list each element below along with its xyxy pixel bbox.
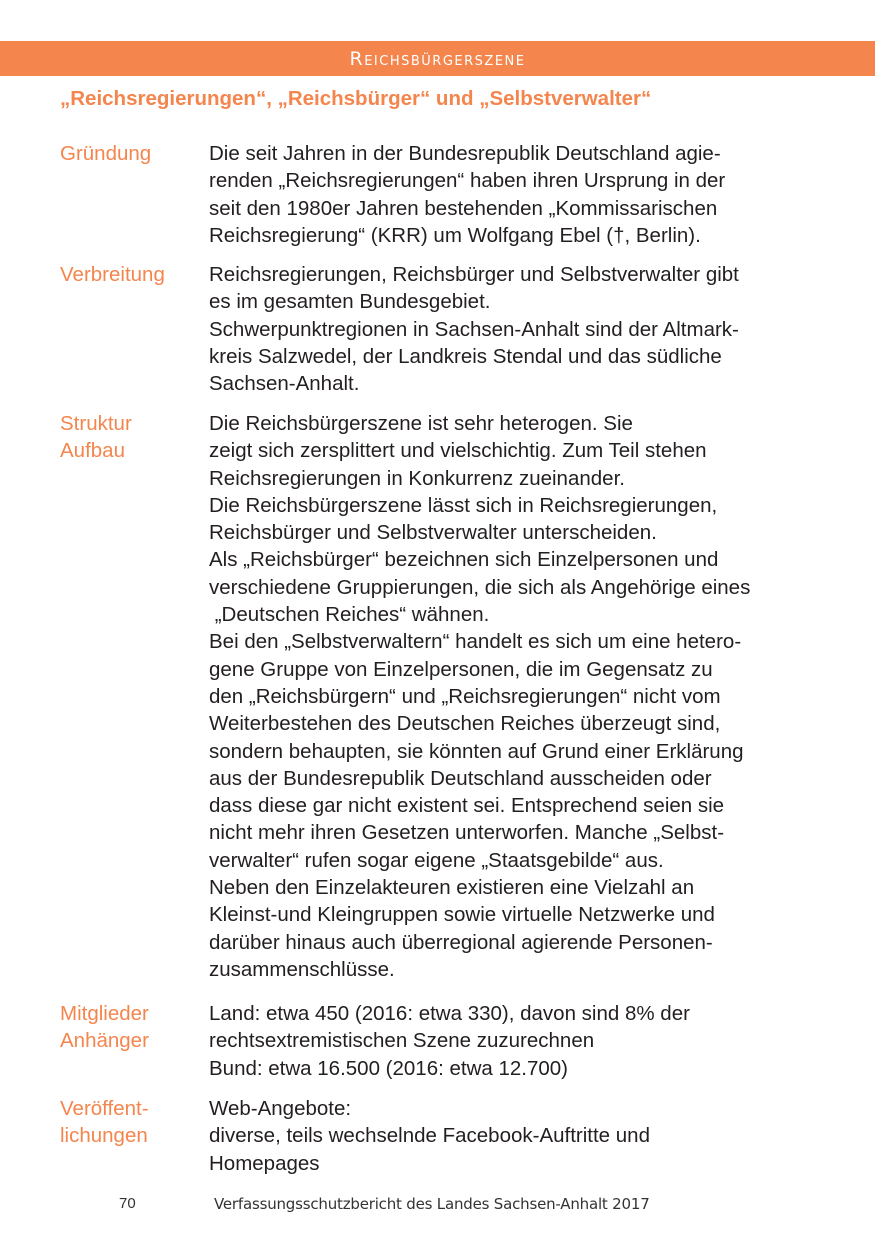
text-line: Weiterbestehen des Deutschen Reiches überzeugt sind, [209, 712, 721, 736]
text-line: aus der Bundesrepublik Deutschland ausscheiden oder [209, 766, 712, 790]
row-label: Struktur Aufbau [60, 412, 132, 463]
text-line: dass diese gar nicht existent sei. Entsprechend seien sie [209, 794, 725, 818]
text-line: zeigt sich zersplittert und vielschichtig. Zum Teil stehen [209, 439, 707, 463]
text-line: Reichsregierungen in Konkurrenz zueinander. [209, 466, 625, 490]
text-line: gene Gruppe von Einzelpersonen, die im Gegensatz zu [209, 657, 713, 681]
text-line: Reichsregierung“ (KRR) um Wolfgang Ebel (†, Berlin). [209, 223, 701, 247]
publication-title: Verfassungsschutzbericht des Landes Sachsen-Anhalt 2017 [214, 1195, 650, 1213]
text-line: Neben den Einzelakteuren existieren eine Vielzahl an [209, 876, 695, 900]
row-body [209, 140, 849, 249]
text-line: „Deutschen Reiches“ wähnen. [209, 603, 490, 627]
row-label: Mitglieder Anhänger [60, 1002, 149, 1053]
text-line: Reichsregierungen, Reichsbürger und Selbstverwalter gibt [209, 263, 739, 286]
text-line: Sachsen-Anhalt. [209, 372, 360, 396]
text-line: sondern behaupten, sie könnten auf Grund einer Erklärung [209, 739, 744, 763]
text-line: diverse, teils wechselnde Facebook-Auftritte und [209, 1124, 650, 1148]
row-body [209, 261, 849, 397]
page-number: 70 [119, 1195, 136, 1212]
text-line: renden „Reichsregierungen“ haben ihren Ursprung in der [209, 169, 726, 193]
text-line: es im gesamten Bundesgebiet. [209, 290, 491, 314]
text-line: verwalter“ rufen sogar eigene „Staatsgebilde“ aus. [209, 848, 664, 872]
text-line: Web-Angebote: [209, 1097, 352, 1120]
text-line: Die Reichsbürgerszene ist sehr heterogen. Sie [209, 412, 633, 435]
text-line: Die seit Jahren in der Bundesrepublik Deutschland agie- [209, 142, 721, 165]
text-line: darüber hinaus auch überregional agierende Personen- [209, 930, 713, 954]
text-line: zusammenschlüsse. [209, 957, 395, 981]
text-line: Reichsbürger und Selbstverwalter unterscheiden. [209, 521, 657, 545]
row-body [209, 410, 849, 983]
text-line: nicht mehr ihren Gesetzen unterworfen. Manche „Selbst- [209, 821, 725, 845]
row-body [209, 1095, 849, 1177]
row-label: Verbreitung [60, 263, 165, 286]
text-line: Die Reichsbürgerszene lässt sich in Reichsregierungen, [209, 493, 718, 517]
row-label: Gründung [60, 142, 152, 165]
text-line: Land: etwa 450 (2016: etwa 330), davon sind 8% der [209, 1002, 690, 1025]
text-line: Schwerpunktregionen in Sachsen-Anhalt sind der Altmark- [209, 317, 739, 341]
text-line: den „Reichsbürgern“ und „Reichsregierungen“ nicht vom [209, 684, 721, 708]
text-line: rechtsextremistischen Szene zuzurechnen [209, 1029, 595, 1053]
text-line: Als „Reichsbürger“ bezeichnen sich Einzelpersonen und [209, 548, 719, 572]
text-line: verschiedene Gruppierungen, die sich als Angehörige eines [209, 575, 751, 599]
page-subtitle: „Reichsregierungen“, „Reichsbürger“ und „Selbstverwalter“ [60, 87, 652, 110]
text-line: Homepages [209, 1151, 320, 1175]
section-banner: Reichsbürgerszene [0, 41, 875, 76]
text-line: seit den 1980er Jahren bestehenden „Kommissarischen [209, 196, 718, 220]
text-line: Bund: etwa 16.500 (2016: etwa 12.700) [209, 1056, 569, 1080]
text-line: Bei den „Selbstverwaltern“ handelt es sich um eine hetero- [209, 630, 742, 654]
row-body [209, 1000, 849, 1082]
row-label: Veröffent- lichungen [60, 1097, 149, 1148]
text-line: kreis Salzwedel, der Landkreis Stendal und das südliche [209, 344, 722, 368]
text-line: Kleinst-und Kleingruppen sowie virtuelle Netzwerke und [209, 903, 715, 927]
